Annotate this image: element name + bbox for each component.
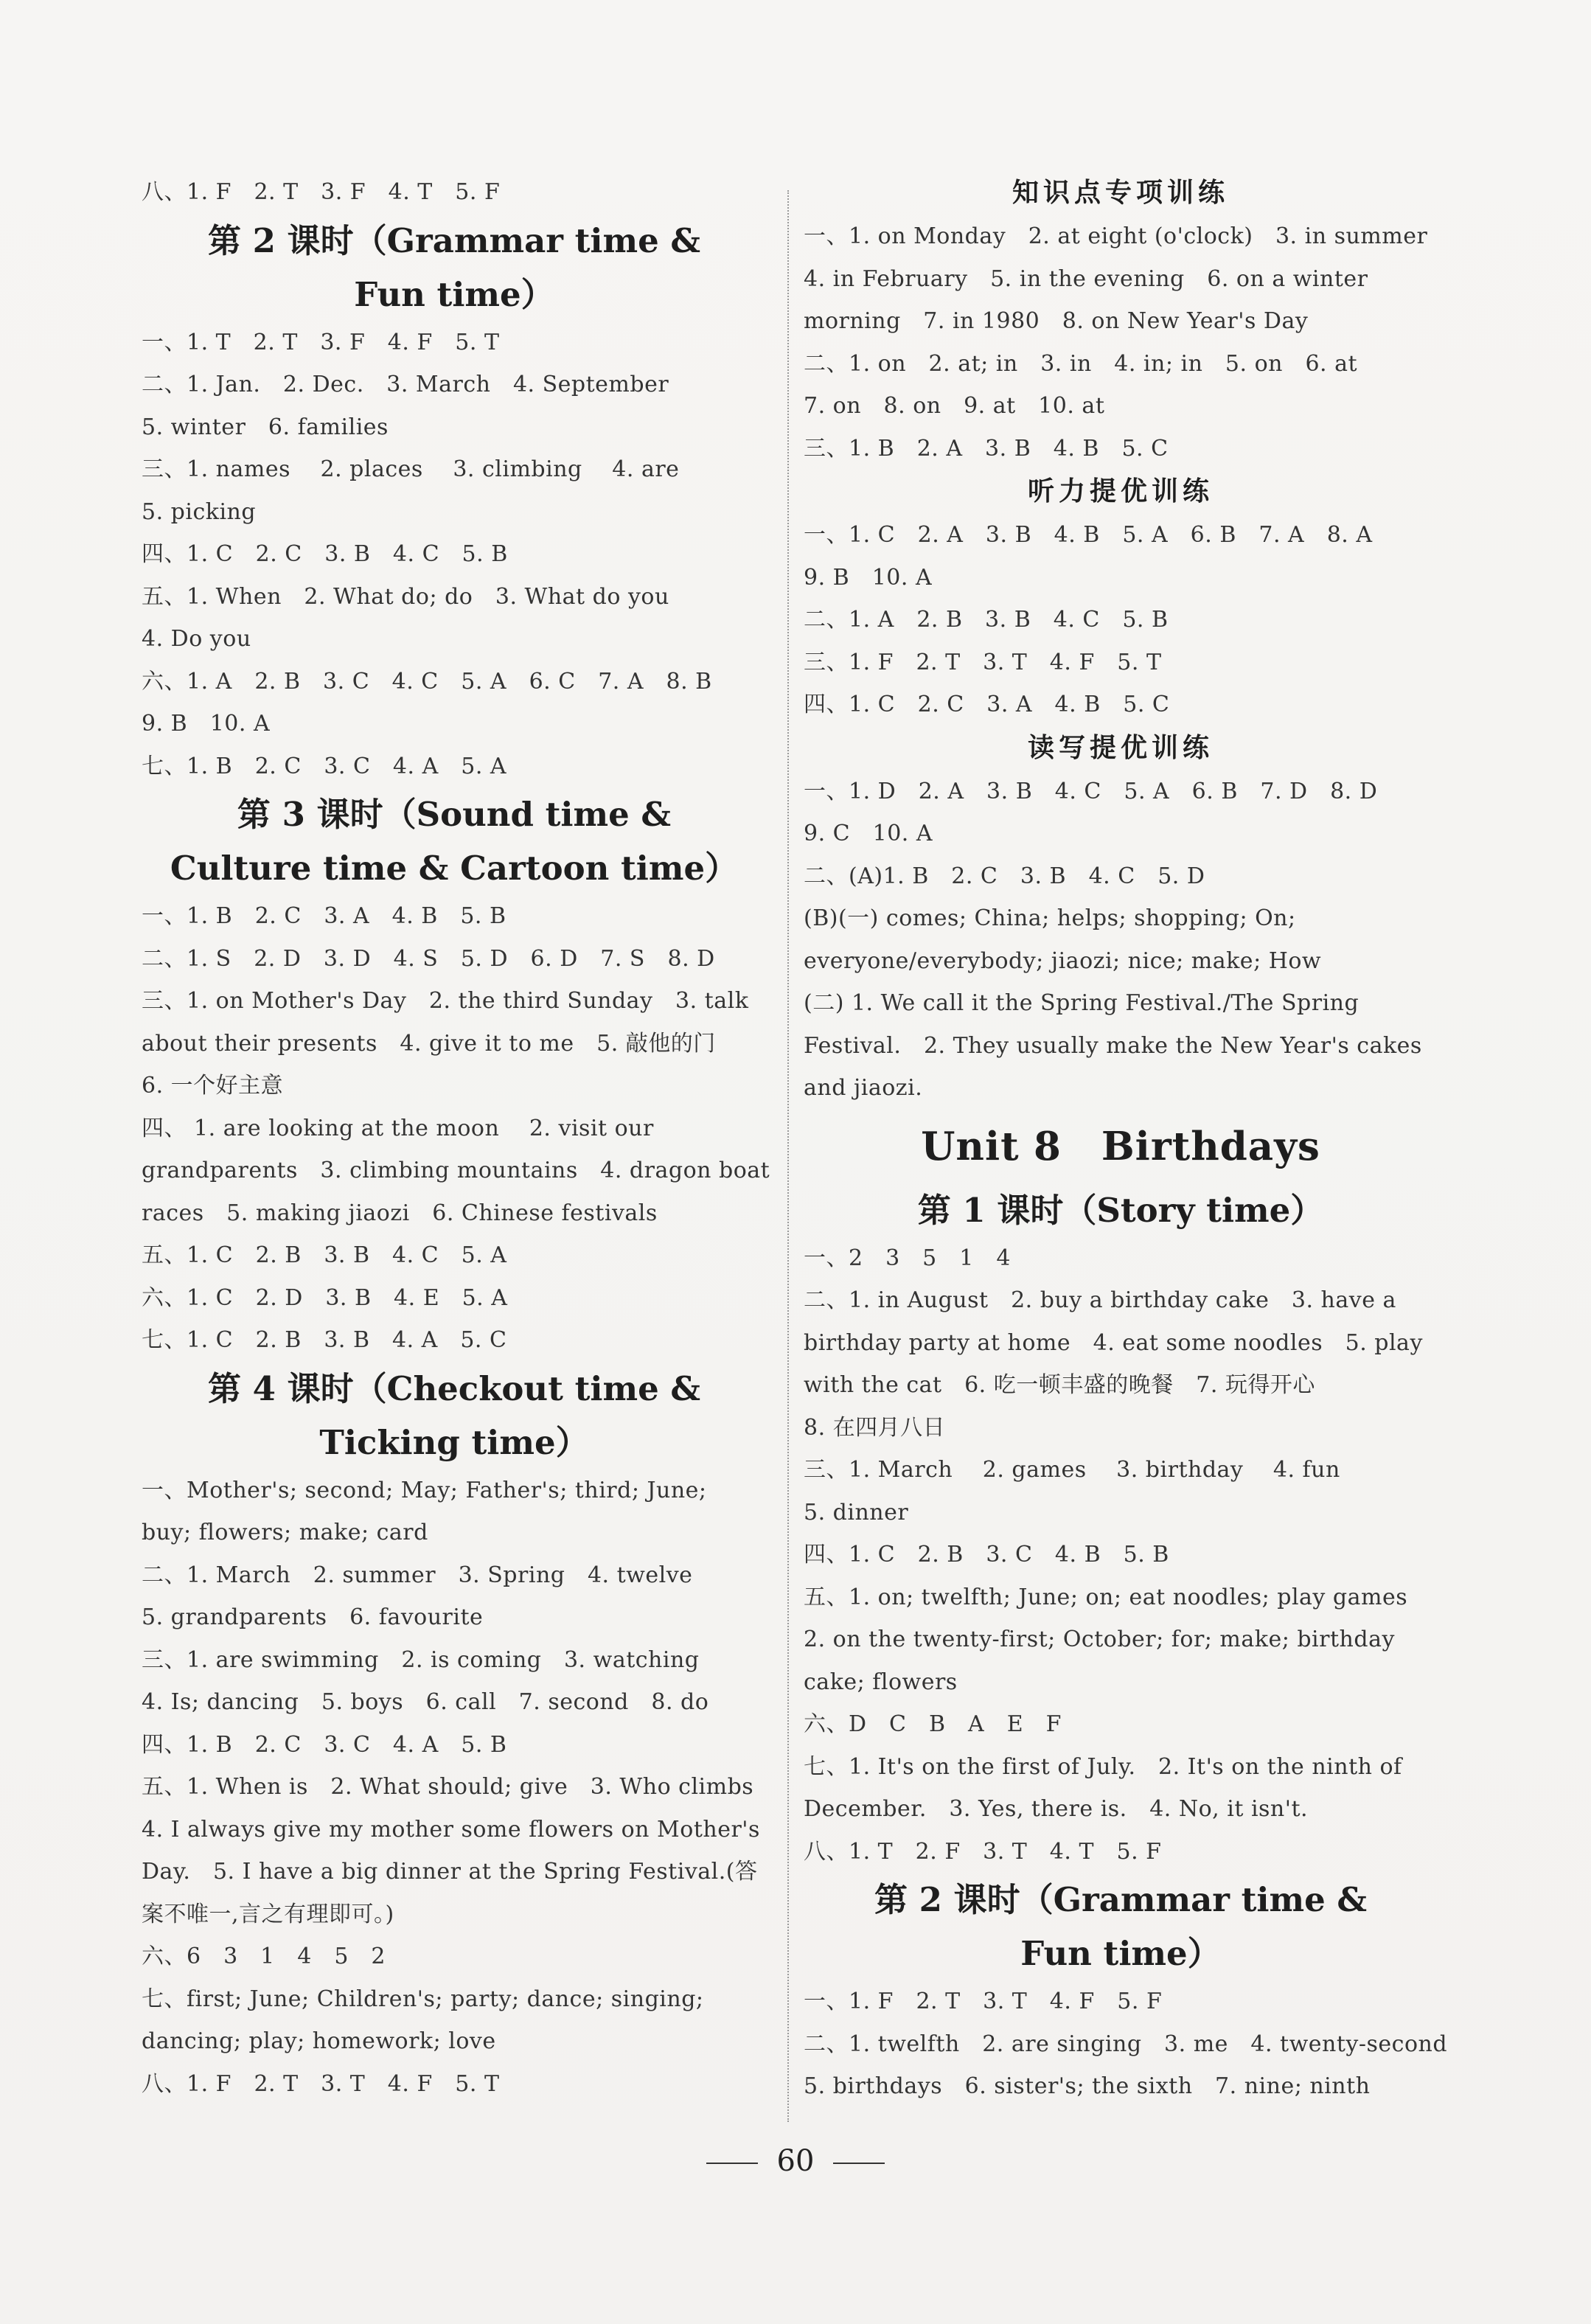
answer-line: 4. I always give my mother some flowers on Mother's [142,1816,760,1843]
unit-title: Unit 8 Birthdays [921,1123,1320,1169]
answer-line: 5. winter 6. families [142,414,389,440]
answer-line: 4. in February 5. in the evening 6. on a winter [804,265,1368,292]
answer-line: 8. 在四月八日 [804,1414,946,1441]
answer-line: 二、(A)1. B 2. C 3. B 4. C 5. D [804,863,1205,889]
answer-line: 六、D C B A E F [804,1711,1062,1737]
answer-line: 一、1. F 2. T 3. T 4. F 5. F [804,1989,1163,2014]
section-heading: Culture time & Cartoon time） [170,849,739,888]
answer-line: morning 7. in 1980 8. on New Year's Day [804,308,1309,334]
answer-line: 9. B 10. A [142,711,271,737]
answer-line: 三、1. are swimming 2. is coming 3. watching [142,1646,700,1673]
section-heading: Fun time） [354,274,554,314]
answer-line: 四、1. C 2. C 3. A 4. B 5. C [804,692,1170,717]
answer-line: 二、1. in August 2. buy a birthday cake 3. have a [804,1287,1396,1313]
answer-line: races 5. making jiaozi 6. Chinese festivals [142,1200,658,1226]
answer-line: 三、1. names 2. places 3. climbing 4. are [142,456,680,482]
answer-line: 五、1. When is 2. What should; give 3. Who climbs [142,1774,754,1800]
answer-line: birthday party at home 4. eat some noodles 5. play [804,1329,1423,1356]
answer-line: 7. on 8. on 9. at 10. at [804,393,1105,419]
answer-line: 三、1. B 2. A 3. B 4. B 5. C [804,435,1169,462]
answer-line: 9. B 10. A [804,564,933,591]
section-heading: Fun time） [1020,1934,1221,1973]
answer-line: 六、1. C 2. D 3. B 4. E 5. A [142,1284,508,1311]
answer-line: 2. on the twenty-first; October; for; make; birthday [804,1627,1395,1652]
answer-line: 5. dinner [804,1499,909,1525]
page-number: 60 [776,2144,815,2178]
answer-line: 5. picking [142,498,257,525]
section-heading: 第 2 课时（Grammar time & [874,1880,1368,1919]
answer-line: 一、1. T 2. T 3. F 4. F 5. T [142,329,500,355]
answer-line: 6. 一个好主意 [142,1073,284,1099]
section-heading: 第 4 课时（Checkout time & [208,1368,700,1408]
answer-line: 七、first; June; Children's; party; dance; singing; [142,1986,704,2012]
section-heading: 第 3 课时（Sound time & [237,795,672,834]
answer-line: 一、1. B 2. C 3. A 4. B 5. B [142,903,506,929]
answer-line: 八、1. F 2. T 3. F 4. T 5. F [142,179,501,205]
answer-line: 二、1. S 2. D 3. D 4. S 5. D 6. D 7. S 8. D [142,945,715,972]
footer-dash-left [706,2163,758,2164]
answer-line: 三、1. on Mother's Day 2. the third Sunday 3. talk [142,988,749,1014]
answer-line: 五、1. C 2. B 3. B 4. C 5. A [142,1242,507,1268]
answer-line: 二、1. March 2. summer 3. Spring 4. twelve [142,1562,693,1588]
training-subheading: 读写提优训练 [1027,732,1214,763]
training-subheading: 知识点专项训练 [1012,178,1229,208]
answer-line: buy; flowers; make; card [142,1520,428,1545]
answer-line: 一、1. C 2. A 3. B 4. B 5. A 6. B 7. A 8. A [804,522,1373,548]
answer-line: 二、1. twelfth 2. are singing 3. me 4. twenty-second [804,2031,1448,2057]
answer-line: dancing; play; homework; love [142,2028,496,2054]
answer-line: 二、1. Jan. 2. Dec. 3. March 4. September [142,372,669,397]
answer-line: 七、1. It's on the first of July. 2. It's on the ninth of [804,1753,1402,1780]
answer-line: with the cat 6. 吃一顿丰盛的晚餐 7. 玩得开心 [804,1372,1315,1398]
answer-line: Day. 5. I have a big dinner at the Spring Festival.(答 [142,1859,758,1885]
answer-line: 4. Do you [142,626,251,652]
answer-line: (二) 1. We call it the Spring Festival./The Spring [804,990,1360,1016]
answer-line: 三、1. March 2. games 3. birthday 4. fun [804,1457,1340,1483]
answer-line: 5. grandparents 6. favourite [142,1604,484,1630]
answer-line: 四、1. B 2. C 3. C 4. A 5. B [142,1731,507,1758]
answer-line: 五、1. When 2. What do; do 3. What do you [142,583,669,610]
footer-dash-right [833,2163,885,2164]
answer-line: 四、1. C 2. B 3. C 4. B 5. B [804,1542,1169,1568]
answer-line: 案不唯一,言之有理即可。) [142,1901,394,1927]
answer-line: December. 3. Yes, there is. 4. No, it isn't. [804,1796,1309,1822]
left-column [142,171,770,2105]
answer-line: 八、1. T 2. F 3. T 4. T 5. F [804,1838,1162,1865]
answer-line: 三、1. F 2. T 3. T 4. F 5. T [804,649,1162,675]
answer-line: 二、1. A 2. B 3. B 4. C 5. B [804,607,1169,633]
answer-line: 一、1. D 2. A 3. B 4. C 5. A 6. B 7. D 8. D [804,778,1378,804]
answer-line: cake; flowers [804,1669,958,1695]
right-column [804,171,1448,2108]
answer-line: (B)(一) comes; China; helps; shopping; On; [804,905,1296,931]
answer-line: 9. C 10. A [804,821,933,846]
answer-line: 八、1. F 2. T 3. T 4. F 5. T [142,2070,500,2097]
answer-line: 四、 1. are looking at the moon 2. visit our [142,1115,654,1141]
answer-line: 二、1. on 2. at; in 3. in 4. in; in 5. on 6. at [804,350,1358,377]
answer-line: everyone/everybody; jiaozi; nice; make; How [804,947,1322,974]
section-heading: 第 1 课时（Story time） [917,1190,1324,1230]
answer-line: 七、1. B 2. C 3. C 4. A 5. A [142,753,507,779]
column-divider [787,190,789,2122]
answer-line: 六、1. A 2. B 3. C 4. C 5. A 6. C 7. A 8. B [142,668,712,695]
section-heading: Ticking time） [319,1422,589,1462]
answer-line: 六、6 3 1 4 5 2 [142,1944,386,1969]
answer-line: 一、Mother's; second; May; Father's; third; June; [142,1477,707,1503]
answer-line: 一、1. on Monday 2. at eight (o'clock) 3. in summer [804,223,1428,249]
page-number-footer [0,2144,1591,2178]
answer-line: about their presents 4. give it to me 5. 敲他的门 [142,1030,716,1057]
answer-line: grandparents 3. climbing mountains 4. dragon boat [142,1158,770,1183]
answer-line: 四、1. C 2. C 3. B 4. C 5. B [142,541,508,567]
answer-line: 5. birthdays 6. sister's; the sixth 7. nine; ninth [804,2073,1371,2099]
section-heading: 第 2 课时（Grammar time & [207,220,701,260]
answer-line: and jiaozi. [804,1075,923,1101]
answer-line: 七、1. C 2. B 3. B 4. A 5. C [142,1327,507,1353]
answer-line: 一、2 3 5 1 4 [804,1245,1011,1271]
answer-line: Festival. 2. They usually make the New Year's cakes [804,1032,1422,1059]
answer-line: 五、1. on; twelfth; June; on; eat noodles; play games [804,1584,1408,1610]
answer-line: 4. Is; dancing 5. boys 6. call 7. second 8. do [142,1689,709,1715]
training-subheading: 听力提优训练 [1027,476,1214,507]
